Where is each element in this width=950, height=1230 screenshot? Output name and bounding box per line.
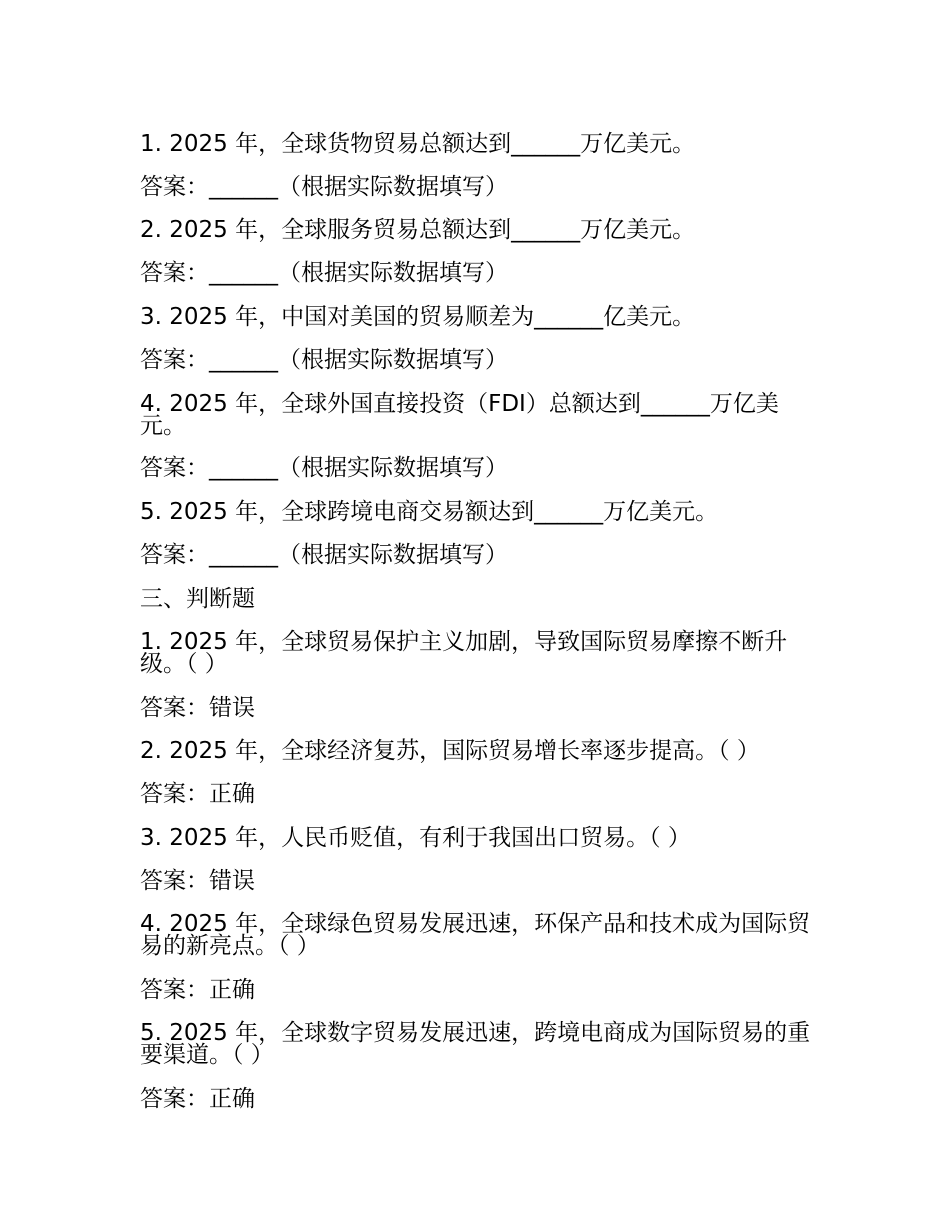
- fill-in-answer-5: 答案：______（根据实际数据填写）: [140, 542, 508, 568]
- true-false-answer-5: 答案：正确: [140, 1086, 255, 1112]
- section-title: 三、判断题: [140, 586, 255, 612]
- fill-in-answer-2: 答案：______（根据实际数据填写）: [140, 260, 508, 286]
- fill-in-answer-1: 答案：______（根据实际数据填写）: [140, 174, 508, 200]
- fill-in-question-1: 1. 2025 年，全球货物贸易总额达到______万亿美元。: [140, 131, 696, 157]
- true-false-question-5: 5. 2025 年，全球数字贸易发展迅速，跨境电商成为国际贸易的重要渠道。（ ）: [140, 1020, 811, 1068]
- true-false-question-3: 3. 2025 年，人民币贬值，有利于我国出口贸易。（ ）: [140, 825, 691, 851]
- fill-in-answer-3: 答案：______（根据实际数据填写）: [140, 347, 508, 373]
- fill-in-answer-4: 答案：______（根据实际数据填写）: [140, 455, 508, 481]
- fill-in-question-4: 4. 2025 年，全球外国直接投资（FDI）总额达到______万亿美元。: [140, 391, 779, 439]
- true-false-answer-4: 答案：正确: [140, 977, 255, 1003]
- fill-in-question-5: 5. 2025 年，全球跨境电商交易额达到______万亿美元。: [140, 499, 719, 525]
- fill-in-question-3: 3. 2025 年，中国对美国的贸易顺差为______亿美元。: [140, 304, 696, 330]
- true-false-question-4: 4. 2025 年，全球绿色贸易发展迅速，环保产品和技术成为国际贸易的新亮点。（ ）: [140, 911, 811, 959]
- true-false-question-2: 2. 2025 年，全球经济复苏，国际贸易增长率逐步提高。（ ）: [140, 738, 760, 764]
- fill-in-question-2: 2. 2025 年，全球服务贸易总额达到______万亿美元。: [140, 217, 696, 243]
- true-false-question-1: 1. 2025 年，全球贸易保护主义加剧，导致国际贸易摩擦不断升级。（ ）: [140, 629, 788, 677]
- true-false-answer-3: 答案：错误: [140, 868, 255, 894]
- true-false-answer-1: 答案：错误: [140, 695, 255, 721]
- true-false-answer-2: 答案：正确: [140, 781, 255, 807]
